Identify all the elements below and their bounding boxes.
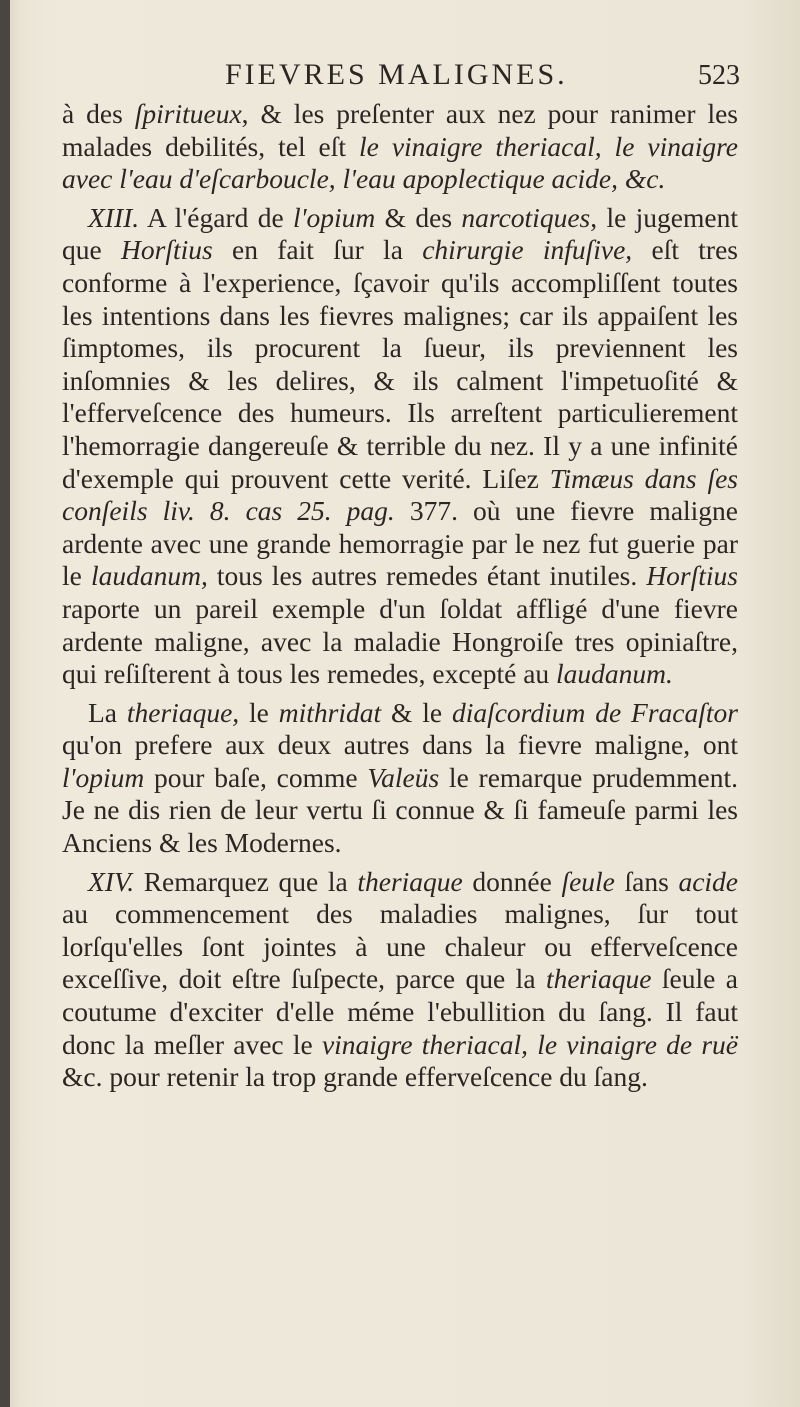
text-run: eſt tres conforme à l'experience, ſçavoir qu'ils accompliſſent toutes les intentions dans les fievres malignes; car ils appaiſent les ſimptomes, ils procurent la ſueur, ils previennent les inſomnies & les delires, & ils calment l'impetuoſité & l'efferveſcence des humeurs. Ils arreſtent particulierement l'hemorragie dangereuſe & terrible du nez. Il y a une infinité d'exemple qui prouvent cette verité. Liſez <box>62 234 738 494</box>
paragraph <box>62 98 738 196</box>
text-run: tous les autres remedes étant inutiles. <box>207 560 647 592</box>
text-run: le <box>239 696 279 728</box>
text-run: au commencement des maladies malignes, ſur tout lorſqu'elles ſont jointes à une chaleur ou efferveſcence exceſſive, doit eſtre ſuſpecte, parce que la <box>62 898 738 995</box>
italic-text-run: narcotiques <box>461 201 591 233</box>
text-run: ſans <box>614 865 679 897</box>
text-run: qu'on prefere aux deux autres dans la fievre maligne, ont <box>62 729 738 761</box>
italic-text-run: l'opium <box>293 201 376 233</box>
italic-text-run: XIII. <box>88 201 140 233</box>
italic-text-run: laudanum. <box>556 658 673 690</box>
book-spine-edge <box>0 0 10 1407</box>
body-text <box>62 98 738 1094</box>
italic-text-run: theriaque <box>357 865 463 897</box>
text-run: , le jugement que <box>62 201 738 266</box>
text-run: le remarque prudemment. Je ne dis rien de leur vertu ſi connue & ſi fameuſe parmi les Anciens & les Modernes. <box>62 761 738 859</box>
italic-text-run: Timæus dans ſes conſeils liv. 8. cas 25. pag. <box>62 462 738 527</box>
italic-text-run: chirurgie infuſive, <box>422 234 633 266</box>
running-head <box>60 58 740 98</box>
italic-text-run: mithridat <box>278 696 382 728</box>
italic-text-run: l'opium <box>62 761 145 793</box>
text-run: pour baſe, comme <box>144 761 368 793</box>
text-run: & des <box>375 201 462 233</box>
italic-text-run: Horſtius <box>646 560 738 592</box>
paragraph <box>62 697 738 860</box>
text-run: ſeule a coutume d'exciter d'elle méme l'ebullition du ſang. Il faut donc la meſler avec le <box>62 963 738 1060</box>
text-run: & le <box>381 696 452 728</box>
italic-text-run: Valeüs <box>367 761 440 793</box>
italic-text-run: laudanum, <box>90 560 208 592</box>
text-run: La <box>88 696 127 728</box>
page-number: 523 <box>698 60 740 91</box>
text-run: en fait ſur la <box>212 234 423 266</box>
text-run: , & les preſenter aux nez pour ranimer les malades debilités, tel eſt <box>62 98 738 162</box>
text-run: 377. où une fievre maligne ardente avec une grande hemorragie par le nez fut guerie par le <box>62 495 739 592</box>
italic-text-run: Horſtius <box>121 234 213 266</box>
text-run: à des <box>62 98 135 129</box>
paragraph <box>62 202 738 691</box>
italic-text-run: le vinaigre theriacal, le vinaigre avec l'eau d'eſcarboucle, l'eau apoplectique acide, &c. <box>62 130 738 195</box>
italic-text-run: XIV. <box>88 865 135 897</box>
italic-text-run: diaſcordium de Fracaſtor <box>451 696 738 728</box>
text-run: Remarquez que la <box>134 865 358 897</box>
text-run: &c. pour retenir la trop grande efferveſcence du ſang. <box>62 1061 648 1093</box>
italic-text-run: acide <box>678 865 738 897</box>
text-run: donnée <box>462 865 562 897</box>
italic-text-run: theriaque <box>546 963 652 995</box>
italic-text-run: vinaigre theriacal, le vinaigre de ruë <box>321 1028 738 1060</box>
running-head-title: FIEVRES MALIGNES. <box>225 58 568 91</box>
italic-text-run: ſeule <box>561 865 615 897</box>
text-run: A l'égard de <box>139 201 294 233</box>
italic-text-run: theriaque, <box>126 696 240 728</box>
paragraph <box>62 866 738 1094</box>
text-run: raporte un pareil exemple d'un ſoldat affligé d'une fievre ardente maligne, avec la maladie Hongroiſe tres opiniaſtre, qui reſiſterent à tous les remedes, excepté au <box>62 592 738 690</box>
italic-text-run: ſpiritueux <box>134 98 242 129</box>
